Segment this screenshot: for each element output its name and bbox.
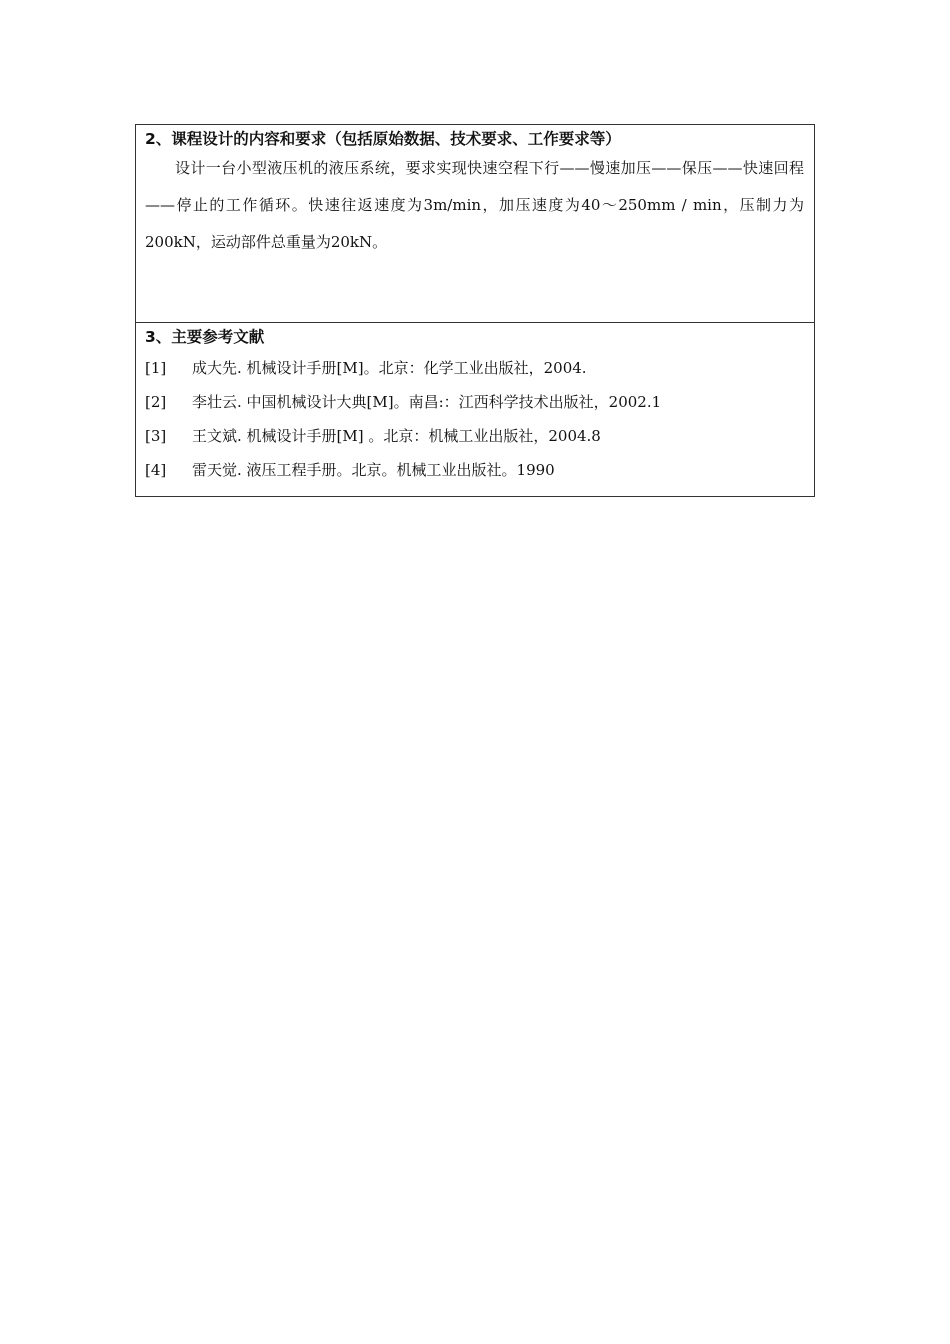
reference-item: [145, 385, 804, 419]
requirements-section: [136, 126, 814, 322]
requirements-body: 设计一台小型液压机的液压系统，要求实现快速空程下行——慢速加压——保压——快速回程——停止的工作循环。快速往返速度为3m/min，加压速度为40～250mm / min，压制力为200kN，运动部件总重量为20kN。: [145, 159, 804, 251]
document-table: [135, 124, 815, 497]
reference-number: [2]: [145, 393, 167, 411]
requirements-heading: 2、课程设计的内容和要求（包括原始数据、技术要求、工作要求等）: [145, 130, 621, 148]
reference-number: [3]: [145, 427, 167, 445]
reference-text: 成大先. 机械设计手册[M]。北京：化学工业出版社，2004.: [192, 359, 587, 377]
reference-text: 雷天觉. 液压工程手册。北京。机械工业出版社。1990: [192, 461, 555, 479]
reference-item: [145, 453, 804, 487]
reference-item: [145, 419, 804, 453]
reference-list: [145, 351, 804, 487]
references-heading: 3、主要参考文献: [145, 328, 265, 346]
reference-number: [1]: [145, 359, 167, 377]
reference-text: 王文斌. 机械设计手册[M] 。北京：机械工业出版社，2004.8: [192, 427, 601, 445]
reference-number: [4]: [145, 461, 167, 479]
reference-item: [145, 351, 804, 385]
reference-text: 李壮云. 中国机械设计大典[M]。南昌:：江西科学技术出版社，2002.1: [192, 393, 662, 411]
references-section: [136, 322, 814, 496]
